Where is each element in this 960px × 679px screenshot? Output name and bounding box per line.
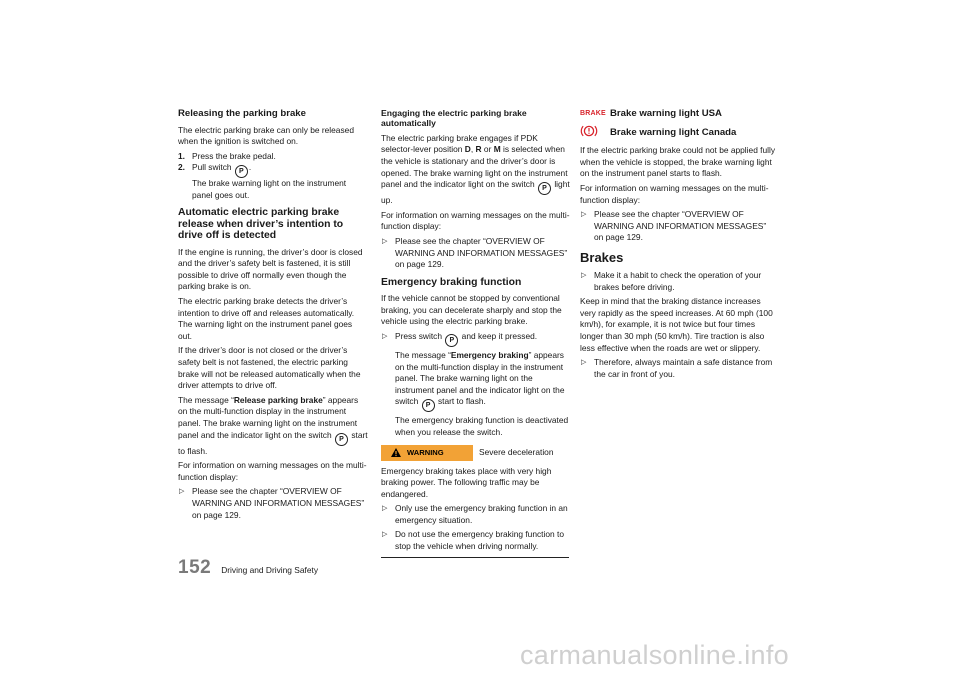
emergency-message-text [381, 350, 571, 412]
heading-releasing-parking-brake: Releasing the parking brake [178, 108, 306, 119]
paragraph: If the electric parking brake could not be applied fully when the vehicle is stopped, the brake warning light on the instrument panel starts to flash. [580, 145, 776, 179]
message-emergency-braking: Emergency braking [450, 349, 529, 360]
bullet-item [381, 331, 571, 347]
warning-label [381, 445, 473, 461]
paragraph: If the driver’s door is not closed or the driver’s safety belt is not fastened, the electric parking brake will not be released automatically when the driver attempts to drive off. [178, 345, 361, 391]
heading-automatic-release: Automatic electric parking brake release when driver’s intention to drive off is detected [178, 207, 344, 242]
paragraph: The electric parking brake can only be released when the ignition is switched on. [178, 124, 354, 147]
parking-brake-switch-icon: P [538, 182, 551, 195]
bullet-item [381, 236, 571, 271]
brake-light-usa-row [580, 108, 776, 120]
step-number: 2. [178, 162, 185, 173]
brake-warning-canada-icon [580, 124, 610, 142]
gear-r: R [475, 144, 482, 155]
parking-brake-switch-icon: P [422, 399, 435, 412]
paragraph: The electric parking brake detects the driver’s intention to drive off and releases automatically. The warning light on the instrument panel goes out. [178, 296, 355, 341]
text: light up. [381, 179, 570, 206]
triangle-bullet-icon: ▷ [581, 211, 587, 219]
heading-brake-warning-canada: Brake warning light Canada [610, 126, 737, 138]
text: is selected when the vehicle is stationary and the driver’s door is opened. The brake warning light on the instrument panel and the indicator light on the switch [381, 144, 568, 190]
step-text-end: . [248, 162, 252, 173]
paragraph-release-message [178, 395, 368, 457]
warning-label-text: WARNING [407, 447, 444, 457]
heading-brakes: Brakes [580, 249, 624, 265]
text: The message “ [178, 394, 234, 405]
brake-light-canada-row [580, 124, 776, 142]
heading-brake-warning-usa: Brake warning light USA [610, 108, 722, 120]
page-footer [178, 557, 318, 579]
text: The electric parking brake engages if PDK selector-lever position [381, 132, 538, 155]
brake-warning-usa-icon: BRAKE [580, 110, 606, 117]
deactivation-text: The emergency braking function is deactivated when you release the switch. [395, 415, 569, 437]
paragraph: Emergency braking takes place with very high braking power. The following traffic may be endangered. [381, 465, 552, 499]
bullet-text: Please see the chapter “OVERVIEW OF WARNING AND INFORMATION MESSAGES” on page 129. [395, 235, 568, 270]
parking-brake-switch-icon: P [235, 165, 248, 178]
watermark-text: carmanualsonline.info [520, 640, 789, 670]
step-1 [178, 151, 368, 163]
paragraph: Keep in mind that the braking distance increases very rapidly as the speed increases. At 60 mph (100 km/h), for example, it is not twice but four times longer than 30 mph (50 km/h). Tire traction is also less effective when the roads are wet or slippery. [580, 296, 773, 353]
step-text: Press the brake pedal. [192, 150, 276, 161]
triangle-bullet-icon: ▷ [581, 359, 587, 367]
bullet-text: Press switch [395, 330, 443, 341]
step-text: Pull switch [192, 162, 232, 173]
text: start to flash. [178, 429, 368, 456]
triangle-bullet-icon: ▷ [179, 488, 185, 496]
text: ” appears on the multi-function display in the instrument panel. The brake warning light on the instrument panel and the indicator light on the switch [395, 349, 565, 407]
heading-engaging-automatically: Engaging the electric parking brake automatically [381, 108, 527, 129]
message-release-parking-brake: Release parking brake [233, 394, 323, 405]
paragraph: If the vehicle cannot be stopped by conventional braking, you can decelerate sharply and stop the vehicle using the electric parking brake. [381, 293, 562, 327]
triangle-bullet-icon: ▷ [581, 271, 587, 279]
bullet-item [580, 209, 776, 244]
warning-title: Severe deceleration [479, 446, 554, 457]
paragraph: For information on warning messages on the multi-function display: [178, 460, 367, 482]
bullet-item [178, 486, 368, 521]
triangle-bullet-icon: ▷ [382, 237, 388, 245]
triangle-bullet-icon: ▷ [382, 505, 388, 513]
paragraph: If the engine is running, the driver’s door is closed and the driver’s safety belt is fastened, it is still possible to drive off normally even though the parking brake is on. [178, 246, 363, 292]
paragraph: For information on warning messages on the multi-function display: [580, 182, 769, 205]
heading-emergency-braking: Emergency braking function [381, 276, 522, 288]
warning-box [381, 445, 571, 461]
bullet-text: Make it a habit to check the operation of your brakes before driving. [594, 269, 762, 292]
bullet-text: and keep it pressed. [461, 330, 538, 341]
bullet-text: Only use the emergency braking function in an emergency situation. [395, 503, 568, 525]
bullet-text: Please see the chapter “OVERVIEW OF WARNING AND INFORMATION MESSAGES” on page 129. [594, 209, 767, 243]
bullet-item [580, 357, 776, 380]
column-left [178, 108, 368, 524]
bullet-item [381, 529, 571, 552]
step-2 [178, 162, 368, 178]
parking-brake-switch-icon: P [445, 334, 458, 347]
text: ” appears on the multi-function display in the instrument panel. The brake warning light on the instrument panel and the indicator light on the switch [178, 394, 359, 440]
text: , [470, 144, 474, 155]
bullet-text: Please see the chapter “OVERVIEW OF WARNING AND INFORMATION MESSAGES” on page 129. [192, 486, 365, 520]
gear-m: M [493, 144, 501, 155]
step-2-result: The brake warning light on the instrument panel goes out. [192, 178, 347, 200]
text: The message “ [395, 349, 451, 360]
bullet-item [580, 270, 776, 293]
text: or [483, 144, 492, 155]
warning-triangle-icon [391, 448, 401, 457]
section-title: Driving and Driving Safety [221, 565, 319, 575]
column-right [580, 108, 776, 383]
bullet-text: Therefore, always maintain a safe distance from the car in front of you. [594, 357, 773, 379]
step-number: 1. [178, 150, 185, 161]
gear-d: D [464, 144, 471, 155]
column-middle [381, 108, 571, 558]
triangle-bullet-icon: ▷ [382, 332, 388, 340]
parking-brake-switch-icon: P [335, 433, 348, 446]
warning-divider [381, 557, 569, 558]
page-number: 152 [178, 557, 212, 578]
text: start to flash. [437, 396, 486, 407]
bullet-text: Do not use the emergency braking function to stop the vehicle when driving normally. [395, 529, 564, 552]
bullet-item [381, 503, 571, 526]
paragraph-engaging [381, 133, 571, 207]
paragraph: For information on warning messages on the multi-function display: [381, 209, 570, 232]
triangle-bullet-icon: ▷ [382, 531, 388, 539]
